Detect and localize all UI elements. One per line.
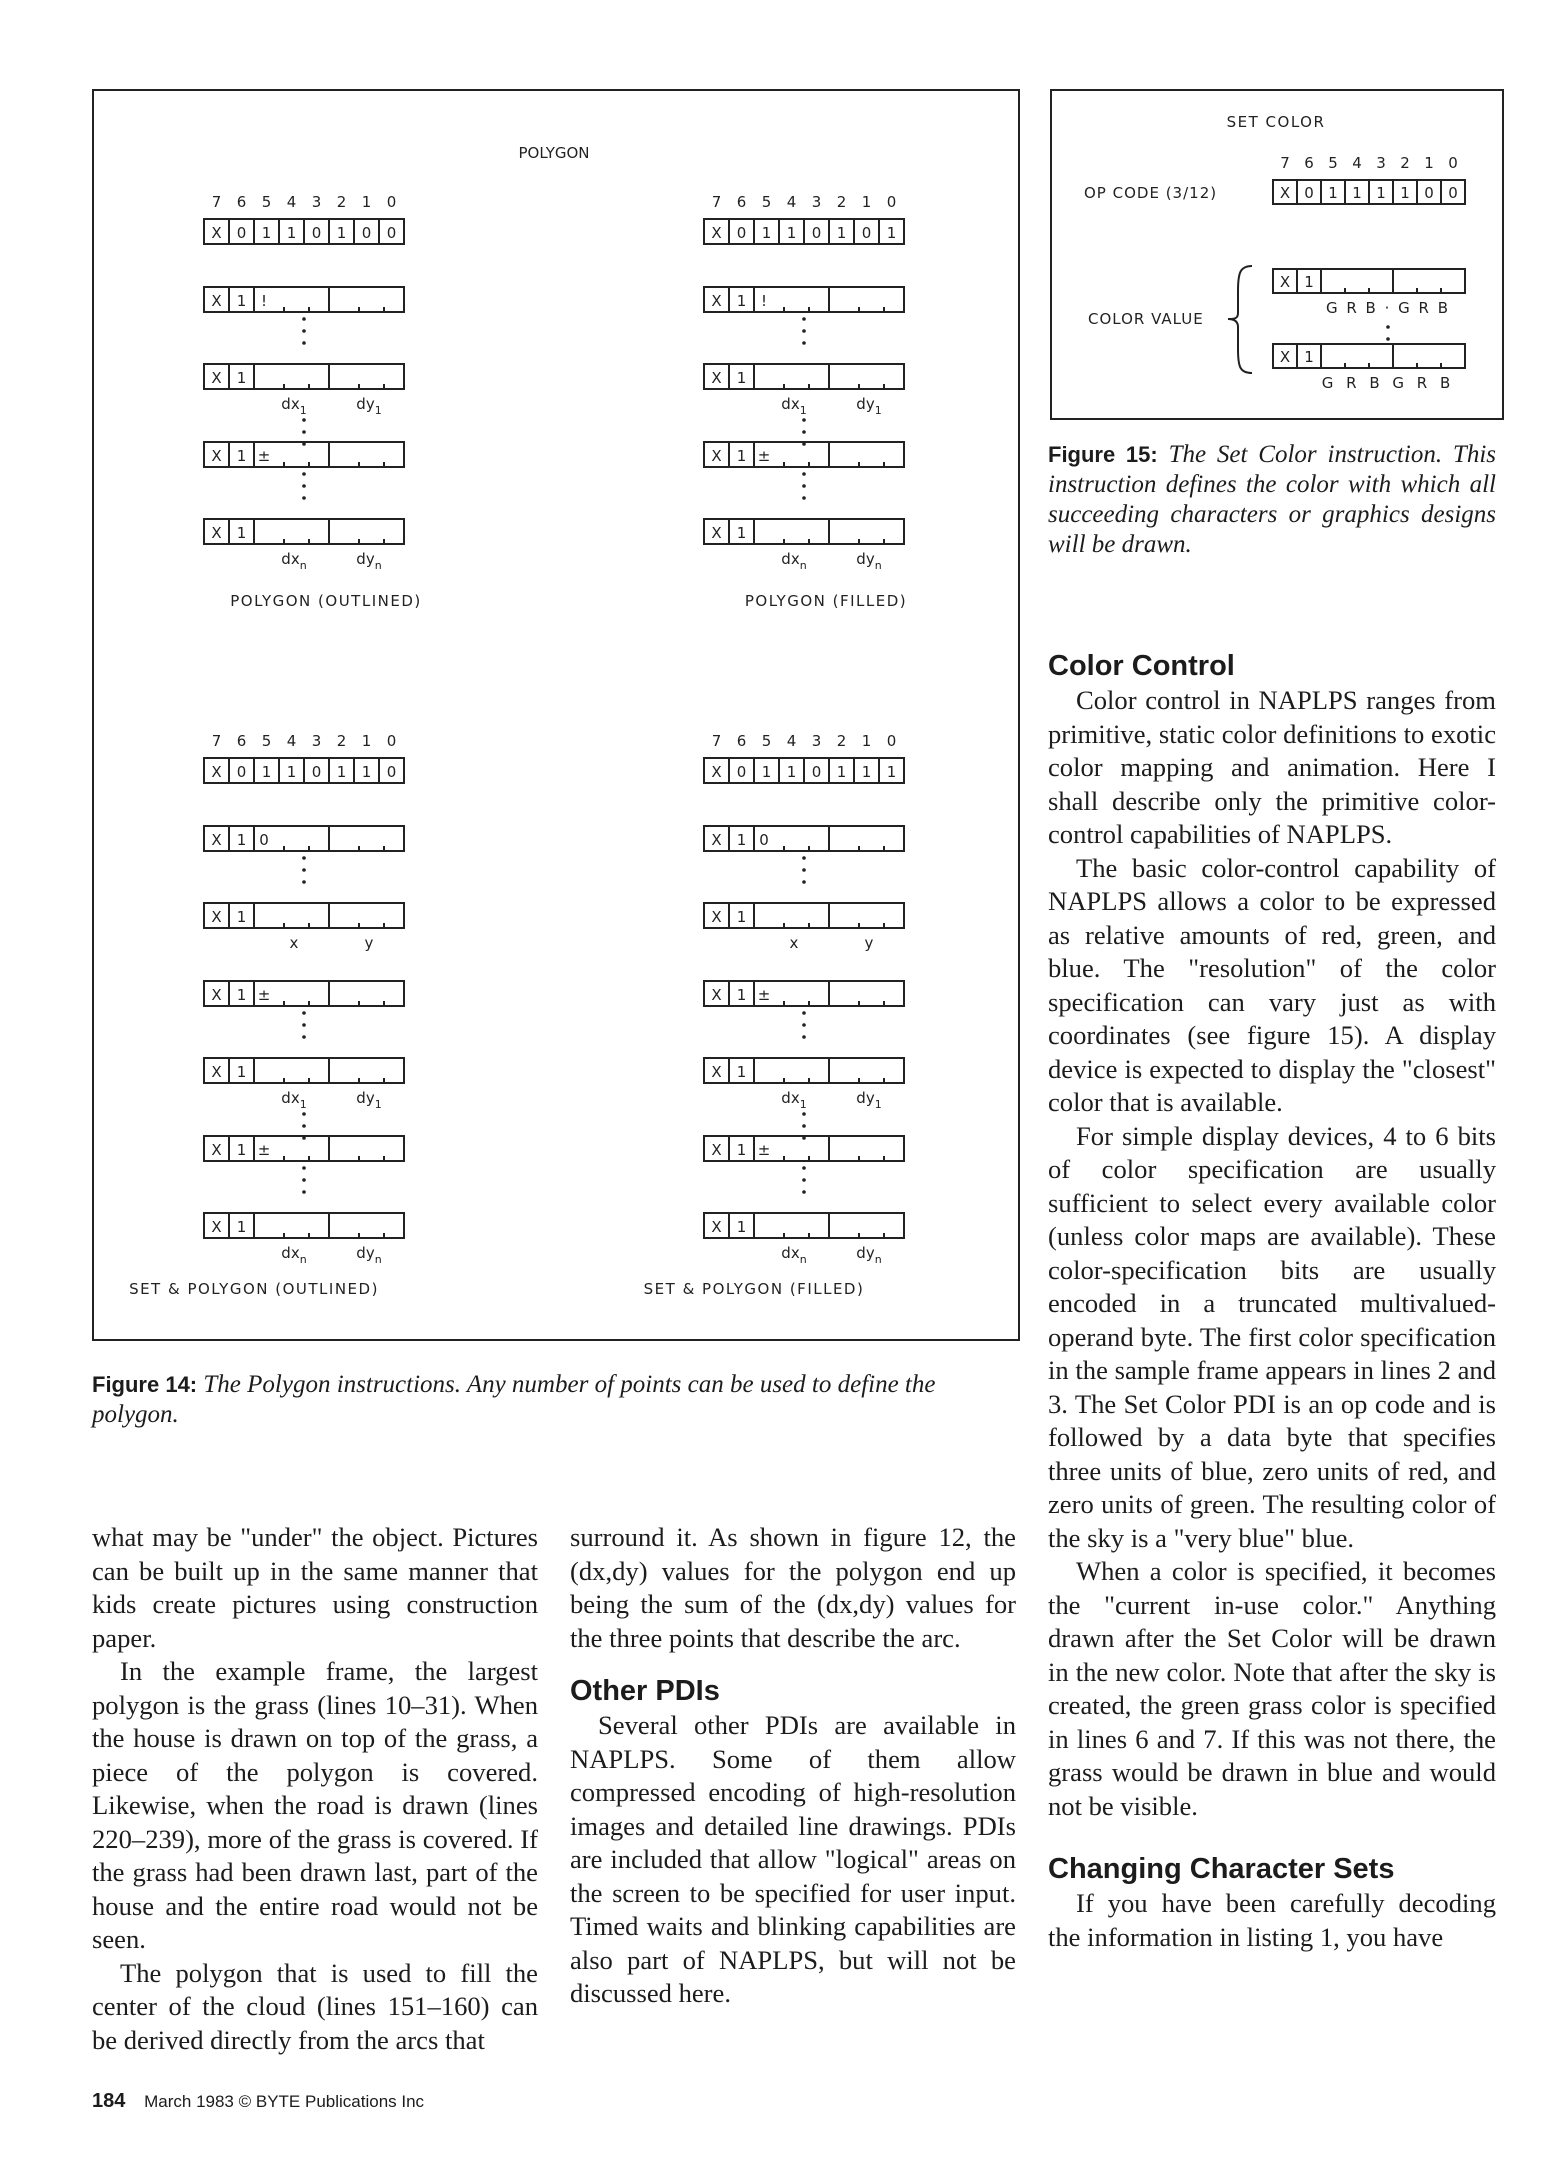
bit-value: 1 (736, 524, 747, 542)
continuation-dot (802, 1190, 806, 1194)
figure-15-caption (1048, 440, 1496, 560)
bit-position: 2 (336, 732, 347, 750)
bit-value: 1 (261, 224, 272, 242)
bit-value: 0 (311, 763, 322, 781)
coordinate-label: $dx_1$ (781, 395, 807, 417)
continuation-dot (802, 1035, 806, 1039)
bit-value: X (211, 292, 222, 310)
middle-paragraph-1: surround it. As shown in figure 12, the (dx,dy) values for the polygon end up being the sum of the (dx,dy) values for the three points that describe the arc. (570, 1522, 1016, 1653)
page-footer (92, 2090, 424, 2113)
bit-position: 3 (311, 193, 322, 211)
bit-position: 3 (311, 732, 322, 750)
continuation-dot (302, 868, 306, 872)
sign-bit: ! (760, 292, 768, 310)
bit-value: 1 (786, 224, 797, 242)
coordinate-subscript: n (299, 1253, 307, 1266)
continuation-dot (802, 868, 806, 872)
left-paragraph-2: In the example frame, the largest polygon is the grass (lines 10–31). When the house is drawn on top of the grass, a piece of the polygon is covered. Likewise, when the road is drawn (lines 220–239), more of the grass is covered. If the grass had been drawn last, part of the house and the entire road would not be seen. (92, 1656, 538, 1954)
bit-value: 1 (736, 1063, 747, 1081)
continuation-dot (302, 1023, 306, 1027)
continuation-dot (302, 1011, 306, 1015)
bit-value: 0 (1304, 184, 1314, 202)
figure-15-caption-text: The Set Color instruction. This instruction defines the color with which all succeeding characters or graphics designs will be drawn. (1048, 441, 1497, 558)
bit-position: 7 (711, 193, 722, 211)
coordinate-subscript: n (874, 559, 882, 572)
bit-value: 1 (361, 763, 372, 781)
coordinate-subscript: 1 (374, 1098, 382, 1111)
bit-value: 0 (236, 224, 247, 242)
continuation-dot (802, 1166, 806, 1170)
bit-value: X (211, 524, 222, 542)
figure-14-caption (92, 1370, 1020, 1430)
y-label: y (864, 934, 874, 952)
bit-value: X (1279, 348, 1291, 366)
bit-position: 4 (286, 193, 297, 211)
figure-15-title: SET COLOR (1226, 113, 1326, 131)
continuation-dot (802, 1124, 806, 1128)
bit-position: 0 (386, 193, 397, 211)
bit-position: 6 (1304, 154, 1314, 172)
continuation-dot (302, 856, 306, 860)
coordinate-label: $dx_n$ (281, 550, 307, 572)
bit-value: 0 (736, 763, 747, 781)
coordinate-subscript: n (799, 1253, 807, 1266)
bit-position: 6 (736, 732, 747, 750)
bit-value: X (711, 763, 722, 781)
bit-value: 1 (736, 447, 747, 465)
figure-14-caption-text: The Polygon instructions. Any number of points can be used to define the polygon. (92, 1371, 936, 1428)
continuation-dot (302, 430, 306, 434)
coordinate-subscript: n (874, 1253, 882, 1266)
panel-label: SET & POLYGON (OUTLINED) (129, 1280, 379, 1298)
bit-value: X (211, 831, 222, 849)
bit-value: 1 (1304, 273, 1314, 291)
bit-value: 1 (736, 1141, 747, 1159)
bit-value: X (711, 369, 722, 387)
figure-14 (92, 89, 1020, 1341)
bit-position: 4 (286, 732, 297, 750)
right-paragraph-2: The basic color-control capability of NAPLPS allows a color to be expressed as relative amounts of red, green, and blue. The "resolution" of the color specification can vary just as with coordinates (see figure 15). A display device is expected to display the "closest" color that is available. (1048, 852, 1496, 1117)
bit-value: X (211, 1063, 222, 1081)
coordinate-subscript: 1 (874, 1098, 882, 1111)
bit-value: 1 (336, 763, 347, 781)
operand-byte-box (704, 287, 904, 312)
bit-position: 4 (786, 732, 797, 750)
coordinate-label: $dy_1$ (856, 1089, 882, 1111)
continuation-dot (302, 1190, 306, 1194)
figure-15-diagram (1052, 91, 1506, 422)
bit-value: 1 (761, 224, 772, 242)
middle-paragraph-2: Several other PDIs are available in NAPLPS. Some of them allow compressed encoding of high-resolution images and detailed line drawings. PDIs are included that allow "logical" areas on the screen to be specified for user input. Timed waits and blinking capabilities are also part of NAPLPS, but will not be discussed here. (570, 1710, 1016, 2008)
bit-value: X (711, 908, 722, 926)
bit-value: 1 (886, 224, 897, 242)
bit-value: 1 (236, 292, 247, 310)
bit-position: 5 (261, 193, 272, 211)
right-paragraph-4: When a color is specified, it becomes the "current in-use color." Anything drawn after the Set Color will be drawn in the new color. Note that after the sky is created, the green grass color is specified in lines 6 and 7. If this was not there, the grass would be drawn in blue and would not be visible. (1048, 1556, 1496, 1821)
bit-value: 1 (736, 292, 747, 310)
coordinate-label: $dx_1$ (281, 1089, 307, 1111)
bit-value: 1 (1400, 184, 1410, 202)
bit-value: 1 (236, 986, 247, 1004)
bit-value: X (711, 1141, 722, 1159)
heading-other-pdis: Other PDIs (570, 1675, 720, 1707)
bit-value: 1 (736, 831, 747, 849)
bit-value: 1 (1352, 184, 1362, 202)
figure-14-caption-label: Figure 14: (92, 1372, 198, 1397)
continuation-dot (302, 496, 306, 500)
operand-byte-box (204, 519, 404, 544)
bit-value: 1 (786, 763, 797, 781)
continuation-dot (802, 1023, 806, 1027)
bit-value: 1 (836, 224, 847, 242)
continuation-dot (1386, 325, 1390, 329)
continuation-dot (302, 341, 306, 345)
continuation-dot (802, 472, 806, 476)
bit-value: 0 (386, 763, 397, 781)
bit-value: X (711, 447, 722, 465)
bit-value: 1 (261, 763, 272, 781)
continuation-dot (302, 1112, 306, 1116)
sign-bit: ± (757, 986, 771, 1004)
sign-bit: ± (757, 447, 771, 465)
heading-changing-character-sets: Changing Character Sets (1048, 1853, 1395, 1885)
bit-position: 1 (861, 193, 872, 211)
bit-value: X (1279, 273, 1291, 291)
coordinate-subscript: n (799, 559, 807, 572)
bit-position: 7 (211, 732, 222, 750)
continuation-dot (802, 1178, 806, 1182)
continuation-dot (802, 1112, 806, 1116)
grb-label-bottom: G R B G R B (1321, 374, 1455, 392)
figure-15 (1050, 89, 1504, 420)
bit-value: X (211, 447, 222, 465)
bit-position: 2 (336, 193, 347, 211)
coordinate-label: $dy_1$ (356, 395, 382, 417)
operand-byte-box (704, 364, 904, 389)
bit-value: 0 (311, 224, 322, 242)
coordinate-subscript: 1 (374, 404, 382, 417)
coordinate-label: $dy_1$ (856, 395, 882, 417)
coordinate-subscript: n (299, 559, 307, 572)
continuation-dot (302, 317, 306, 321)
bit-value: X (711, 292, 722, 310)
bit-value: 1 (761, 763, 772, 781)
bit-value: 1 (236, 1063, 247, 1081)
coordinate-subscript: n (374, 1253, 382, 1266)
continuation-dot (802, 856, 806, 860)
bit-position: 5 (261, 732, 272, 750)
coordinate-label: $dx_n$ (781, 550, 807, 572)
bit-value: 0 (386, 224, 397, 242)
coordinate-label: $dx_1$ (781, 1089, 807, 1111)
operand-byte-box (704, 826, 904, 851)
bit-position: 0 (886, 732, 897, 750)
bit-value: X (711, 224, 722, 242)
sign-bit: 0 (259, 831, 269, 849)
bit-value: 0 (361, 224, 372, 242)
bit-position: 1 (361, 193, 372, 211)
x-label: x (289, 934, 299, 952)
sign-bit: ± (757, 1141, 771, 1159)
bit-value: 1 (736, 986, 747, 1004)
left-paragraph-1: what may be "under" the object. Pictures can be built up in the same manner that kids create pictures using construction paper. (92, 1522, 538, 1653)
bit-position: 3 (1376, 154, 1386, 172)
continuation-dot (302, 418, 306, 422)
bit-value: 1 (236, 369, 247, 387)
bit-value: X (711, 524, 722, 542)
bit-position: 6 (236, 193, 247, 211)
coordinate-label: $dy_n$ (356, 1244, 382, 1266)
y-label: y (364, 934, 374, 952)
bit-value: X (711, 1218, 722, 1236)
operand-byte-box (204, 364, 404, 389)
continuation-dot (302, 1178, 306, 1182)
bit-position: 0 (886, 193, 897, 211)
page-number: 184 (92, 2090, 126, 2112)
figure-14-diagram (94, 91, 1022, 1343)
continuation-dot (302, 472, 306, 476)
coordinate-subscript: 1 (799, 404, 807, 417)
coordinate-subscript: 1 (299, 404, 307, 417)
sign-bit: 0 (759, 831, 769, 849)
bit-value: 1 (886, 763, 897, 781)
bit-position: 3 (811, 732, 822, 750)
bit-value: X (211, 1218, 222, 1236)
bit-value: X (211, 986, 222, 1004)
bit-position: 2 (836, 732, 847, 750)
bit-position: 7 (211, 193, 222, 211)
operand-byte-box (704, 1213, 904, 1238)
bit-value: 1 (236, 524, 247, 542)
bit-position: 1 (361, 732, 372, 750)
coordinate-subscript: 1 (299, 1098, 307, 1111)
operand-byte-box (704, 519, 904, 544)
continuation-dot (802, 1011, 806, 1015)
bit-value: 0 (236, 763, 247, 781)
figure-14-title: POLYGON (518, 144, 590, 162)
bit-value: 1 (1328, 184, 1338, 202)
continuation-dot (302, 1124, 306, 1128)
bit-position: 1 (861, 732, 872, 750)
bit-value: 1 (836, 763, 847, 781)
sign-bit: ! (260, 292, 268, 310)
coordinate-subscript: 1 (874, 404, 882, 417)
bit-position: 2 (836, 193, 847, 211)
right-paragraph-1: Color control in NAPLPS ranges from primitive, static color definitions to exotic color mapping and animation. Here I shall describe only the primitive color-control capabilities of NAPLPS. (1048, 685, 1496, 849)
bit-value: X (211, 224, 222, 242)
sign-bit: ± (257, 447, 271, 465)
bit-value: 0 (861, 224, 872, 242)
bit-value: X (211, 908, 222, 926)
operand-byte-box (704, 981, 904, 1006)
operand-byte-box (204, 1213, 404, 1238)
bit-value: X (711, 831, 722, 849)
panel-label: POLYGON (OUTLINED) (230, 592, 422, 610)
right-paragraph-5: If you have been carefully decoding the information in listing 1, you have (1048, 1888, 1496, 1952)
continuation-dot (302, 329, 306, 333)
left-paragraph-3: The polygon that is used to fill the center of the cloud (lines 151–160) can be derived directly from the arcs that (92, 1957, 538, 2055)
bit-value: 1 (736, 369, 747, 387)
bit-position: 2 (1400, 154, 1410, 172)
bit-position: 3 (811, 193, 822, 211)
bit-value: 0 (736, 224, 747, 242)
bit-position: 5 (761, 732, 772, 750)
operand-byte-box (204, 1058, 404, 1083)
bit-value: 1 (1304, 348, 1314, 366)
bit-value: 1 (1376, 184, 1386, 202)
bit-position: 4 (1352, 154, 1362, 172)
bit-value: 0 (811, 763, 822, 781)
coordinate-label: $dx_1$ (281, 395, 307, 417)
bit-position: 5 (761, 193, 772, 211)
continuation-dot (802, 317, 806, 321)
continuation-dot (302, 1166, 306, 1170)
column-middle (570, 1521, 1016, 2011)
bit-value: 1 (236, 1218, 247, 1236)
bit-value: X (211, 1141, 222, 1159)
bit-position: 6 (736, 193, 747, 211)
coordinate-label: $dy_1$ (356, 1089, 382, 1111)
coordinate-label: $dy_n$ (856, 550, 882, 572)
bit-position: 7 (1280, 154, 1290, 172)
bit-position: 4 (786, 193, 797, 211)
bit-value: 1 (236, 831, 247, 849)
coordinate-label: $dx_n$ (781, 1244, 807, 1266)
coordinate-label: $dy_n$ (356, 550, 382, 572)
coordinate-subscript: n (374, 559, 382, 572)
bit-value: 1 (736, 908, 747, 926)
continuation-dot (802, 329, 806, 333)
bit-position: 6 (236, 732, 247, 750)
panel-label: POLYGON (FILLED) (744, 592, 908, 610)
grb-label-top: G R B · G R B (1325, 299, 1451, 317)
continuation-dot (802, 496, 806, 500)
operand-byte-box (704, 903, 904, 928)
bit-value: 0 (1424, 184, 1434, 202)
bit-value: X (211, 369, 222, 387)
bit-value: 1 (861, 763, 872, 781)
bit-position: 0 (386, 732, 397, 750)
operand-byte-box (204, 981, 404, 1006)
bit-position: 7 (711, 732, 722, 750)
bit-value: X (711, 1063, 722, 1081)
color-value-label: COLOR VALUE (1088, 310, 1204, 328)
operand-byte-box (204, 287, 404, 312)
sign-bit: ± (257, 1141, 271, 1159)
footer-text: March 1983 © BYTE Publications Inc (144, 2092, 425, 2111)
continuation-dot (1386, 337, 1390, 341)
panel-label: SET & POLYGON (FILLED) (643, 1280, 865, 1298)
continuation-dot (802, 418, 806, 422)
continuation-dot (802, 880, 806, 884)
bit-value: 1 (286, 763, 297, 781)
bit-value: 1 (236, 1141, 247, 1159)
continuation-dot (802, 430, 806, 434)
heading-color-control: Color Control (1048, 650, 1235, 682)
continuation-dot (302, 484, 306, 488)
bit-value: X (1279, 184, 1291, 202)
bit-value: X (211, 763, 222, 781)
bit-value: 1 (736, 1218, 747, 1236)
bit-position: 1 (1424, 154, 1434, 172)
continuation-dot (802, 341, 806, 345)
bit-value: 1 (236, 908, 247, 926)
sign-bit: ± (257, 986, 271, 1004)
figure-15-caption-label: Figure 15: (1048, 442, 1158, 467)
bit-position: 0 (1448, 154, 1458, 172)
bit-value: 1 (286, 224, 297, 242)
bit-value: X (711, 986, 722, 1004)
coordinate-subscript: 1 (799, 1098, 807, 1111)
bit-value: 1 (236, 447, 247, 465)
bit-value: 0 (1448, 184, 1458, 202)
continuation-dot (802, 484, 806, 488)
x-label: x (789, 934, 799, 952)
brace (1228, 266, 1252, 373)
opcode-label: OP CODE (3/12) (1084, 184, 1218, 202)
operand-byte-box (204, 826, 404, 851)
operand-byte-box (204, 903, 404, 928)
continuation-dot (302, 1035, 306, 1039)
bit-position: 5 (1328, 154, 1338, 172)
coordinate-label: $dx_n$ (281, 1244, 307, 1266)
continuation-dot (302, 880, 306, 884)
column-right (1048, 648, 1496, 1954)
right-paragraph-3: For simple display devices, 4 to 6 bits of color specification are usually sufficient to select every available color (unless color maps are available). These color-specification bits are usually encoded in a truncated multivalued-operand byte. The first color specification in the sample frame appears in lines 2 and 3. The Set Color PDI is an op code and is followed by a data byte that specifies three units of blue, zero units of red, and zero units of green. The resulting color of the sky is a "very blue" blue. (1048, 1120, 1496, 1553)
bit-value: 1 (336, 224, 347, 242)
column-left (92, 1521, 538, 2057)
coordinate-label: $dy_n$ (856, 1244, 882, 1266)
bit-value: 0 (811, 224, 822, 242)
operand-byte-box (704, 1058, 904, 1083)
